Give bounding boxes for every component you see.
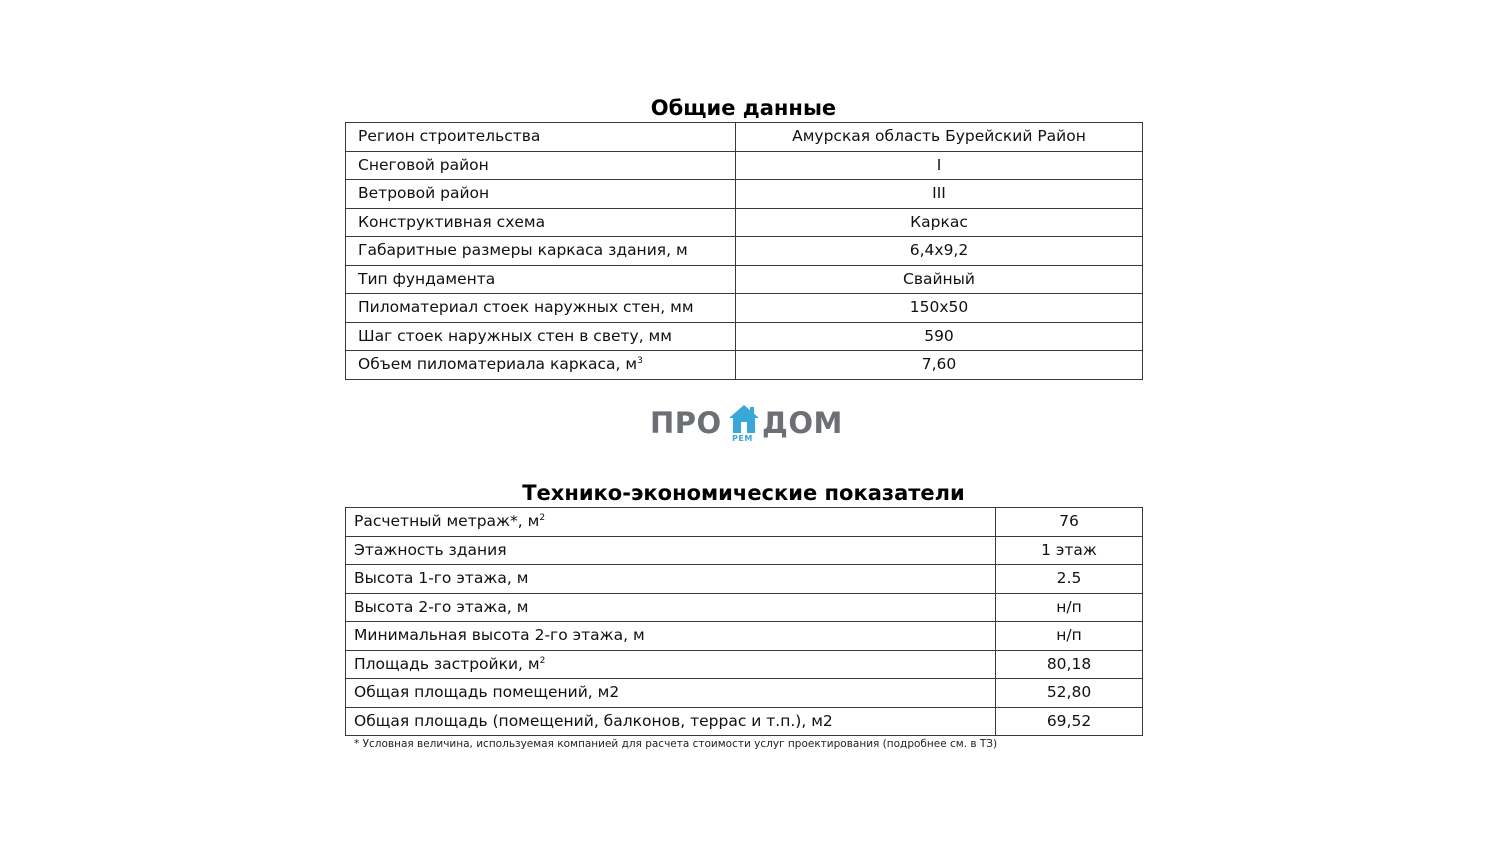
row-value: Амурская область Бурейский Район <box>736 123 1143 152</box>
table-row <box>346 237 1143 266</box>
row-label-cell <box>346 650 996 679</box>
row-label: Этажность здания <box>346 536 996 565</box>
table-row <box>346 679 1143 708</box>
row-value: 1 этаж <box>996 536 1143 565</box>
row-value: 7,60 <box>736 351 1143 380</box>
table-row <box>346 123 1143 152</box>
footnote: * Условная величина, используемая компанией для расчета стоимости услуг проектирования (подробнее см. в ТЗ) <box>354 738 998 750</box>
row-value: Каркас <box>736 208 1143 237</box>
row-label: Объем пиломатериала каркаса, м <box>358 355 638 374</box>
row-label: Высота 2-го этажа, м <box>346 593 996 622</box>
logo-subtext: РЕМ <box>732 434 753 443</box>
row-value: III <box>736 180 1143 209</box>
table-row <box>346 508 1143 537</box>
row-label: Тип фундамента <box>346 265 736 294</box>
row-value: н/п <box>996 622 1143 651</box>
row-label: Габаритные размеры каркаса здания, м <box>346 237 736 266</box>
row-label: Ветровой район <box>346 180 736 209</box>
row-value: 2.5 <box>996 565 1143 594</box>
unit-superscript: 3 <box>637 356 643 367</box>
row-label: Расчетный метраж*, м <box>354 512 540 531</box>
logo-word-right: ДОМ <box>762 406 843 440</box>
table-row <box>346 593 1143 622</box>
row-label: Конструктивная схема <box>346 208 736 237</box>
table-row <box>346 208 1143 237</box>
table-row <box>346 707 1143 736</box>
logo-word-left: ПРО <box>650 406 722 440</box>
row-value: 590 <box>736 322 1143 351</box>
unit-superscript: 2 <box>539 655 546 666</box>
table-row <box>346 265 1143 294</box>
row-value: 52,80 <box>996 679 1143 708</box>
tech-indicators-table <box>345 507 1143 736</box>
row-value: I <box>736 151 1143 180</box>
table-row <box>346 536 1143 565</box>
row-label: Регион строительства <box>346 123 736 152</box>
company-logo <box>648 402 858 446</box>
table-row <box>346 180 1143 209</box>
unit-superscript: 2 <box>539 513 546 524</box>
house-icon <box>728 404 760 434</box>
row-label: Пиломатериал стоек наружных стен, мм <box>346 294 736 323</box>
row-value: н/п <box>996 593 1143 622</box>
tech-indicators-title: Технико-экономические показатели <box>522 481 965 505</box>
row-value: Свайный <box>736 265 1143 294</box>
row-value: 80,18 <box>996 650 1143 679</box>
row-label-cell <box>346 508 996 537</box>
row-label: Высота 1-го этажа, м <box>346 565 996 594</box>
row-label: Общая площадь помещений, м2 <box>346 679 996 708</box>
row-label-cell <box>346 351 736 380</box>
table-row <box>346 351 1143 380</box>
general-data-title: Общие данные <box>650 96 837 120</box>
row-value: 76 <box>996 508 1143 537</box>
table-row <box>346 565 1143 594</box>
row-label: Минимальная высота 2-го этажа, м <box>346 622 996 651</box>
row-label: Снеговой район <box>346 151 736 180</box>
row-label: Общая площадь (помещений, балконов, террас и т.п.), м2 <box>346 707 996 736</box>
table-row <box>346 151 1143 180</box>
row-value: 6,4х9,2 <box>736 237 1143 266</box>
table-row <box>346 322 1143 351</box>
table-row <box>346 294 1143 323</box>
table-row <box>346 622 1143 651</box>
table-row <box>346 650 1143 679</box>
row-label: Шаг стоек наружных стен в свету, мм <box>346 322 736 351</box>
row-value: 69,52 <box>996 707 1143 736</box>
row-label: Площадь застройки, м <box>354 654 540 673</box>
row-value: 150х50 <box>736 294 1143 323</box>
general-data-table <box>345 122 1143 380</box>
